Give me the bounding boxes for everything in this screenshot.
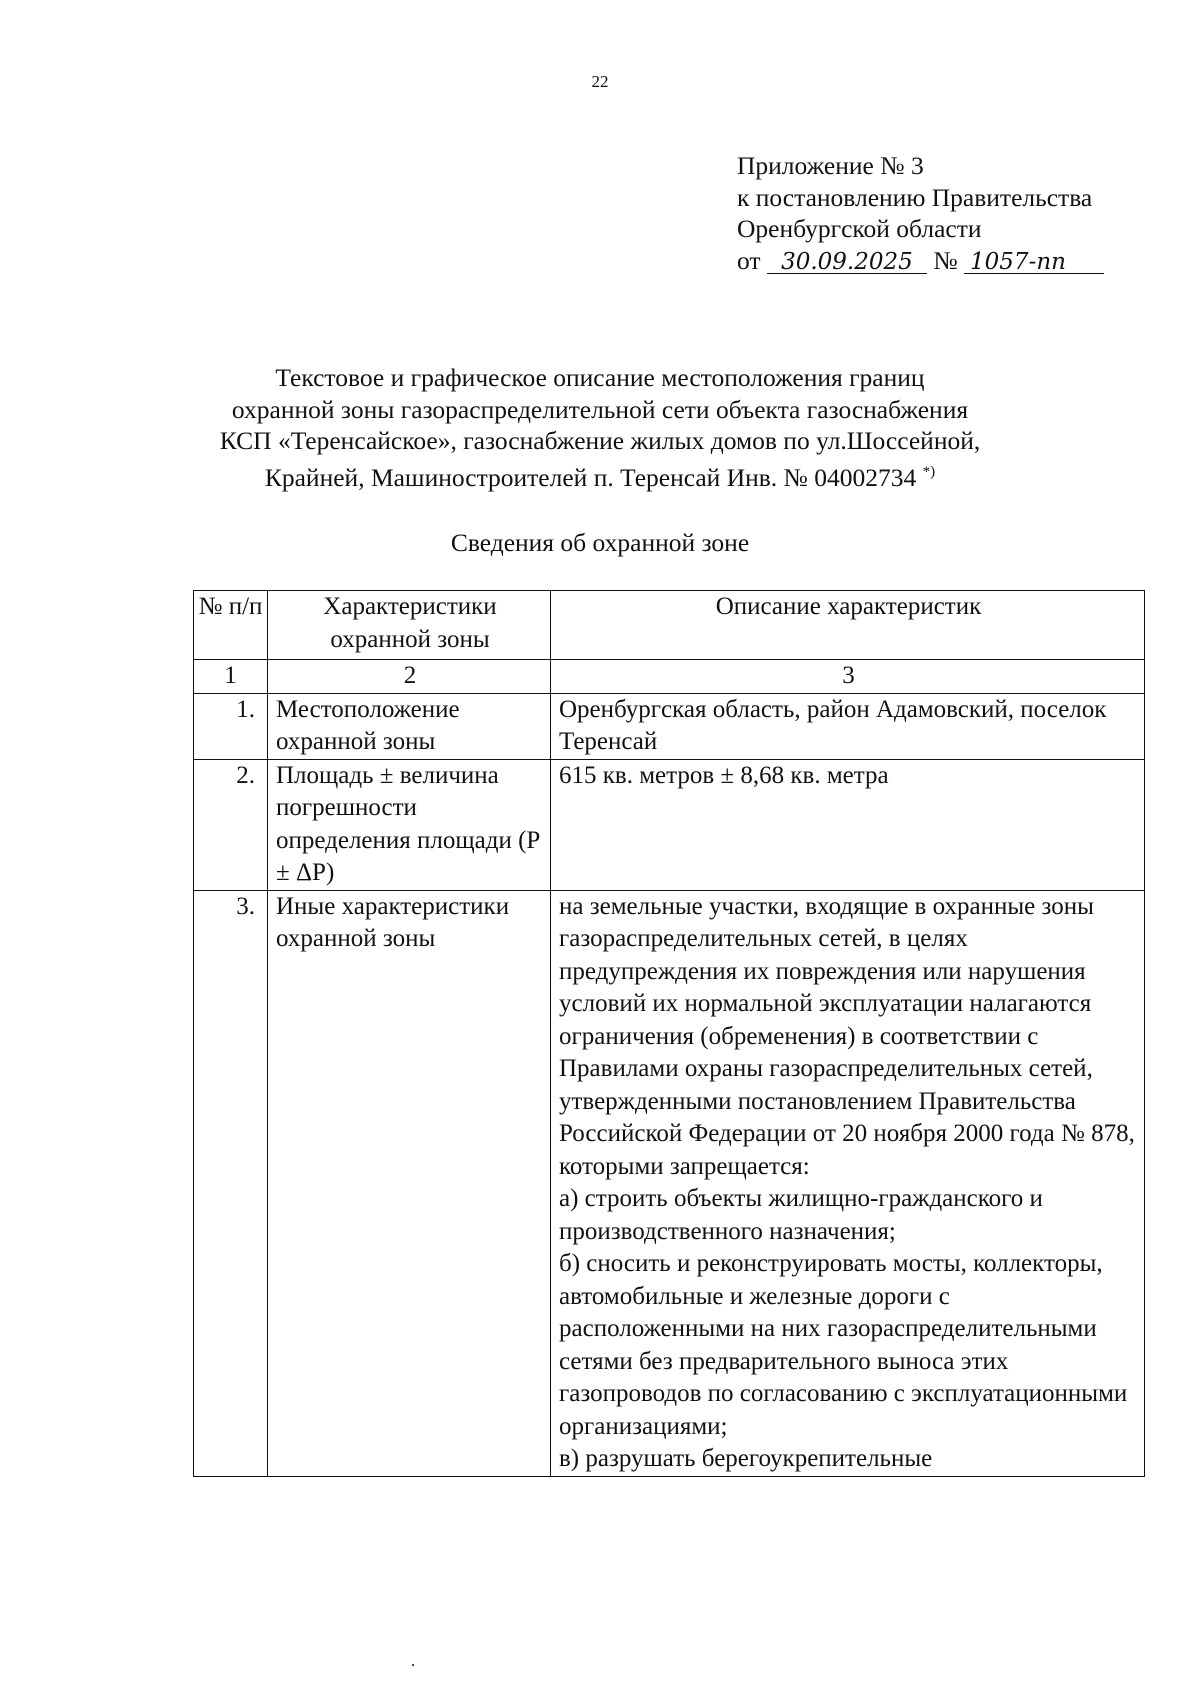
handwritten-number: 1057-пп (964, 251, 1104, 274)
row-number: 3. (194, 890, 268, 1476)
index-cell-1: 1 (194, 660, 268, 694)
scan-speck (412, 1664, 414, 1666)
row-number: 2. (194, 759, 268, 890)
document-title (0, 362, 1200, 493)
footnote-mark: *) (922, 463, 936, 480)
table-index-row (194, 660, 1145, 694)
row-description: Оренбургская область, район Адамовский, поселок Теренсай (551, 693, 1145, 759)
section-subtitle: Сведения об охранной зоне (450, 528, 750, 557)
handwritten-date: 30.09.2025 (767, 251, 927, 274)
restrictions-intro: на земельные участки, входящие в охранные зоны газораспределительных сетей, в целях предупреждения их повреждения или нарушения условий их нормальной эксплуатации налагаются ограничения (обременения) в соответствии с Правилами охраны газораспределительных сетей, утвержденными постановлением Правительства Российской Федерации от 20 ноября 2000 года № 878, которыми запрещается: (559, 892, 1135, 1180)
row-description: 615 кв. метров ± 8,68 кв. метра (551, 759, 1145, 890)
header-description: Описание характеристик (551, 591, 1145, 660)
appendix-date-number (737, 245, 1104, 277)
restriction-c: в) разрушать берегоукрепительные (559, 1445, 933, 1472)
title-line-2: охранной зоны газораспределительной сети объекта газоснабжения (231, 394, 969, 424)
row-characteristic: Местоположение охранной зоны (268, 693, 551, 759)
index-cell-3: 3 (551, 660, 1145, 694)
row-number: 1. (194, 693, 268, 759)
index-cell-2: 2 (268, 660, 551, 694)
protection-zone-table (193, 590, 1145, 1477)
restriction-a: а) строить объекты жилищно-гражданского и производственного назначения; (559, 1185, 1043, 1245)
appendix-title: Приложение № 3 (737, 151, 924, 180)
title-line-4 (0, 457, 1200, 494)
number-label: № (933, 245, 958, 275)
title-line-4-text: Крайней, Машиностроителей п. Теренсай Инв. № 04002734 (264, 462, 917, 492)
header-number: № п/п (194, 591, 268, 660)
row-characteristic: Иные характеристики охранной зоны (268, 890, 551, 1476)
page-number: 22 (591, 72, 609, 91)
from-label: от (737, 245, 761, 275)
table-row (194, 759, 1145, 890)
row-characteristic: Площадь ± величина погрешности определения площади (Р ± ΔР) (268, 759, 551, 890)
appendix-region: Оренбургской области (737, 214, 982, 243)
appendix-block (737, 150, 1104, 276)
table-row (194, 890, 1145, 1476)
table-row (194, 693, 1145, 759)
row-description (551, 890, 1145, 1476)
title-line-3: КСП «Теренсайское», газоснабжение жилых домов по ул.Шоссейной, (219, 426, 981, 455)
restriction-b: б) сносить и реконструировать мосты, коллекторы, автомобильные и железные дороги с расположенными на них газораспределительными сетями без предварительного выноса этих газопроводов по согласованию с эксплуатационными организациями; (559, 1250, 1128, 1440)
header-characteristics: Характеристики охранной зоны (268, 591, 551, 660)
appendix-resolution-ref: к постановлению Правительства (737, 182, 1093, 212)
table-header-row (194, 591, 1145, 660)
title-line-1: Текстовое и графическое описание местоположения границ (275, 363, 925, 392)
